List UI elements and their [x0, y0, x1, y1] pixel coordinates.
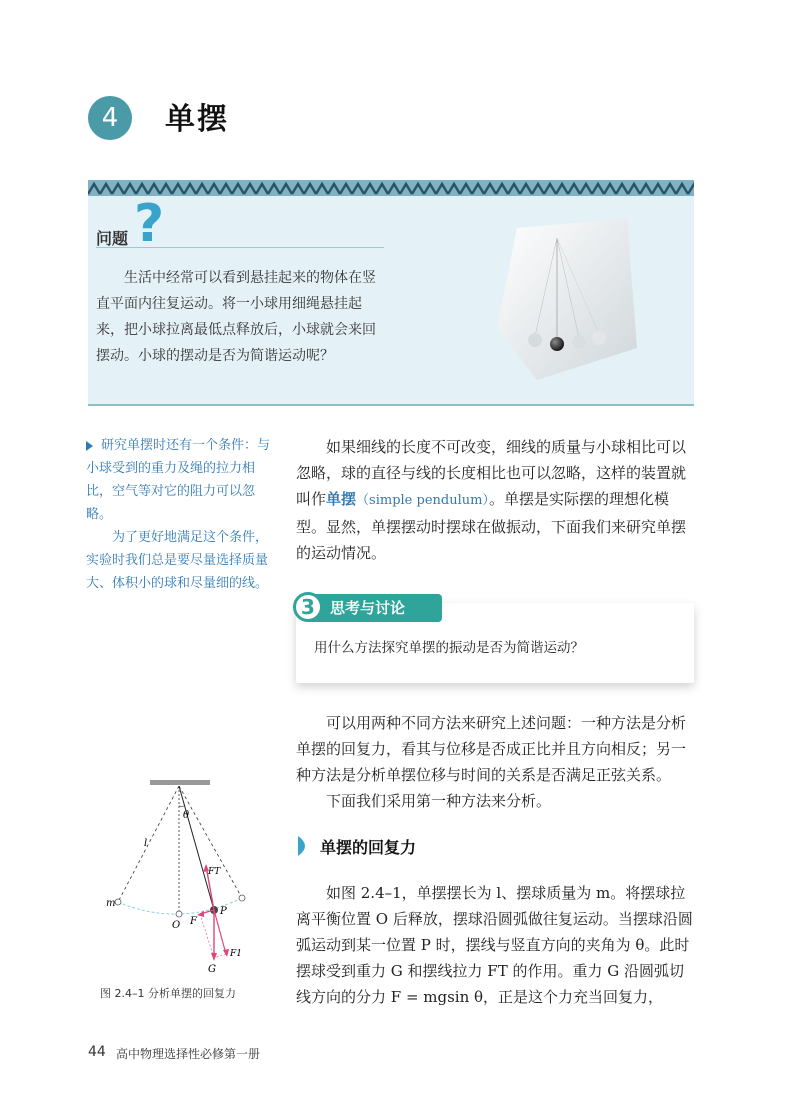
section-number-badge: 4 — [88, 96, 132, 140]
pendulum-diagram — [88, 778, 288, 978]
paragraph-methods — [296, 710, 696, 814]
left-string — [118, 786, 179, 902]
discussion-title: 思考与讨论 — [330, 599, 406, 617]
page-number: 44 — [88, 1044, 106, 1060]
right-string — [179, 786, 242, 898]
term-simple-pendulum: 单摆 — [326, 490, 357, 508]
label-m: m — [106, 898, 116, 909]
label-g: G — [208, 964, 216, 975]
triangle-bullet-icon — [86, 441, 93, 451]
term-english: （simple pendulum） — [356, 493, 489, 508]
ceiling-bar — [150, 780, 210, 785]
label-l: l — [144, 838, 148, 849]
margin-note — [86, 434, 272, 595]
figure-caption: 图 2.4–1 分析单摆的回复力 — [100, 987, 236, 1000]
ball-equilibrium — [176, 911, 182, 917]
subsection-marker-icon — [296, 836, 312, 856]
question-heading: 问题 — [96, 229, 129, 248]
paragraph-methods-p1: 可以用两种不同方法来研究上述问题：一种方法是分析单摆的回复力，看其与位移是否成正比并且方向相反；另一种方法是分析单摆位移与时间的关系是否满足正弦关系。 — [296, 714, 687, 784]
question-text: 生活中经常可以看到悬挂起来的物体在竖直平面内往复运动。将一小球用细绳悬挂起来，把小球拉离最低点释放后，小球就会来回摆动。小球的摆动是否为简谐运动呢？ — [96, 270, 376, 364]
label-ft: FT — [208, 867, 221, 877]
ball-left-extreme — [115, 899, 121, 905]
ball-right-extreme — [239, 895, 245, 901]
label-p: P — [220, 906, 227, 917]
discussion-icon: 3 — [293, 592, 323, 622]
label-f1: F1 — [230, 949, 242, 959]
paragraph-methods-p2: 下面我们采用第一种方法来分析。 — [326, 792, 552, 810]
question-mark-icon: ? — [134, 194, 165, 254]
paragraph-intro-text: 如果细线的长度不可改变，细线的质量与小球相比可以忽略，球的直径与线的长度相比也可以忽略，这样的装置就叫作 — [296, 438, 687, 508]
paragraph-intro — [296, 434, 696, 566]
paragraph-intro-rest: 。单摆是实际摆的理想化模型。显然，单摆摆动时摆球在做振动，下面我们来研究单摆的运动情况。 — [296, 490, 687, 562]
label-o: O — [172, 920, 181, 931]
label-f: F — [190, 916, 197, 927]
margin-note-p2: 为了更好地满足这个条件，实验时我们总是要尽量选择质量大、体积小的球和尽量细的线。 — [86, 530, 269, 591]
pendulum-string — [179, 786, 214, 910]
label-theta: θ — [183, 810, 190, 821]
subsection-title: 单摆的回复力 — [320, 838, 417, 857]
newtons-cradle-photo — [497, 218, 637, 380]
discussion-text: 用什么方法探究单摆的振动是否为简谐运动？ — [314, 640, 584, 656]
margin-note-p1: 研究单摆时还有一个条件：与小球受到的重力及绳的拉力相比，空气等对它的阻力可以忽略。 — [86, 438, 271, 522]
section-title: 单摆 — [165, 102, 229, 137]
question-divider — [96, 247, 384, 248]
paragraph-restoring-force: 如图 2.4–1，单摆摆长为 l、摆球质量为 m。将摆球拉离平衡位置 O 后释放，摆球沿圆弧做往复运动。当摆球沿圆弧运动到某一位置 P 时，摆线与竖直方向的夹角为 θ。此时摆球受到重力 G 和摆线拉力 FT 的作用。重力 G 沿圆弧切线方向的分力 F = mgsin θ，正是这个力充当回复力， — [296, 884, 693, 1006]
book-title: 高中物理选择性必修第一册 — [116, 1047, 261, 1061]
